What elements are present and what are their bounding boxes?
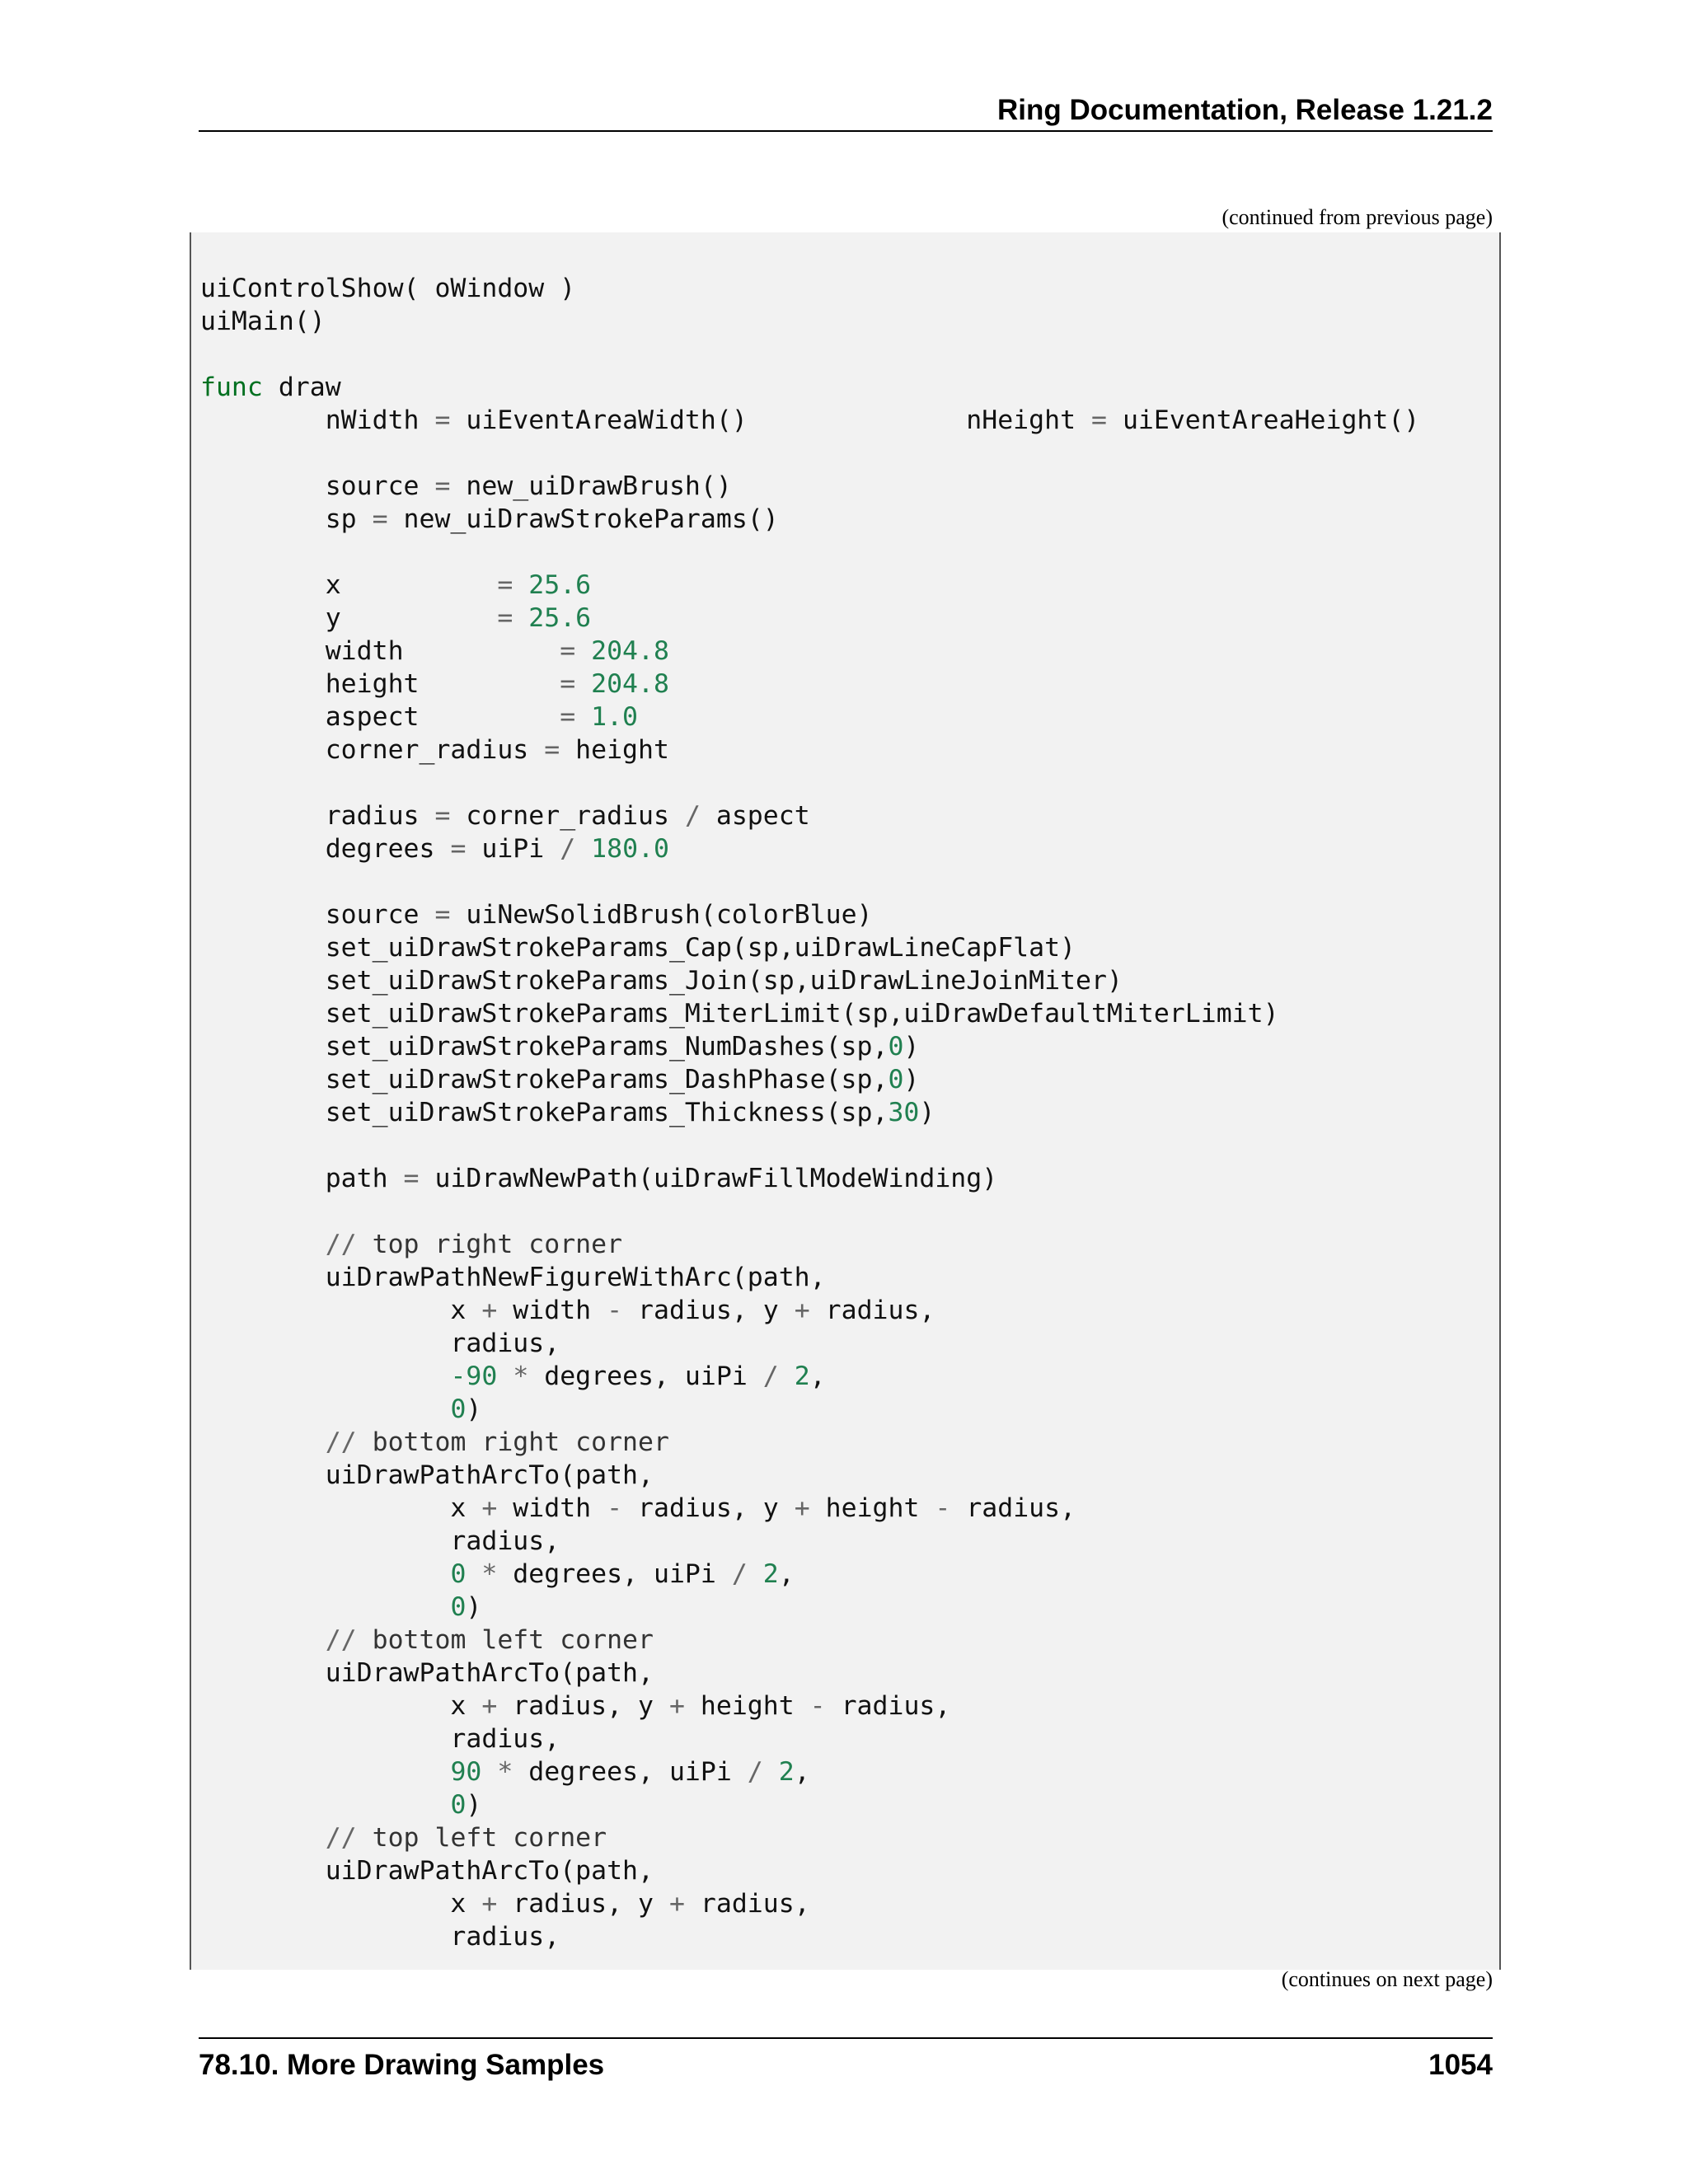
code-line bbox=[200, 1063, 1419, 1096]
code-number: 25.6 bbox=[528, 570, 592, 600]
code-line bbox=[200, 1294, 1419, 1327]
code-token: set_uiDrawStrokeParams_Join(sp,uiDrawLineJoinMiter) bbox=[200, 966, 1123, 996]
code-operator: + bbox=[668, 1691, 685, 1721]
code-line bbox=[200, 1854, 1419, 1887]
code-number: 2 bbox=[778, 1757, 795, 1787]
code-token: ) bbox=[466, 1592, 482, 1622]
code-operator: + bbox=[481, 1296, 498, 1325]
code-listing bbox=[200, 272, 1419, 1953]
code-token: nWidth bbox=[200, 405, 435, 435]
code-token bbox=[481, 1757, 497, 1787]
continues-on-caption: (continues on next page) bbox=[1281, 1967, 1493, 1991]
code-number: 0 bbox=[888, 1032, 904, 1062]
code-operator: = bbox=[372, 504, 388, 534]
code-line bbox=[200, 1591, 1419, 1624]
code-token bbox=[200, 1757, 450, 1787]
code-line bbox=[200, 1920, 1419, 1953]
code-number: 0 bbox=[450, 1592, 467, 1622]
code-token: radius, bbox=[200, 1526, 560, 1556]
code-line bbox=[200, 470, 1419, 503]
code-token: path bbox=[200, 1164, 404, 1193]
code-line bbox=[200, 733, 1419, 766]
code-line bbox=[200, 305, 1419, 338]
code-line bbox=[200, 1525, 1419, 1558]
code-token bbox=[779, 1361, 795, 1391]
code-operator: / bbox=[560, 834, 576, 864]
code-token: ) bbox=[919, 1098, 935, 1127]
code-token: width bbox=[497, 1493, 607, 1523]
code-line bbox=[200, 536, 1419, 569]
code-token: x bbox=[200, 1296, 482, 1325]
code-token: , bbox=[794, 1757, 810, 1787]
code-token: radius, y bbox=[622, 1493, 795, 1523]
code-token bbox=[497, 1361, 513, 1391]
code-token: uiEventAreaHeight() bbox=[1106, 405, 1420, 435]
code-token: radius, bbox=[950, 1493, 1076, 1523]
code-number: 0 bbox=[450, 1394, 467, 1424]
code-token: aspect bbox=[200, 702, 560, 732]
code-token: source bbox=[200, 900, 435, 930]
code-line bbox=[200, 1690, 1419, 1722]
code-token: height bbox=[809, 1493, 935, 1523]
code-operator: * bbox=[513, 1361, 529, 1391]
code-token: uiMain() bbox=[200, 307, 326, 336]
code-operator: = bbox=[1091, 405, 1107, 435]
code-operator: = bbox=[560, 669, 576, 699]
code-operator: + bbox=[481, 1493, 498, 1523]
code-token: ) bbox=[466, 1394, 482, 1424]
code-token: x bbox=[200, 1691, 482, 1721]
code-token: ) bbox=[903, 1032, 920, 1062]
code-token: set_uiDrawStrokeParams_Cap(sp,uiDrawLineCapFlat) bbox=[200, 933, 1076, 963]
code-number: 2 bbox=[762, 1559, 779, 1589]
code-number: 204.8 bbox=[591, 636, 669, 666]
code-token bbox=[513, 603, 528, 633]
code-line bbox=[200, 1459, 1419, 1492]
code-line bbox=[200, 1360, 1419, 1393]
code-token: x bbox=[200, 1889, 482, 1919]
code-token: source bbox=[200, 471, 435, 501]
code-token: set_uiDrawStrokeParams_Thickness(sp, bbox=[200, 1098, 889, 1127]
code-token: height bbox=[560, 735, 669, 765]
header-divider bbox=[199, 130, 1493, 132]
code-token: degrees, uiPi bbox=[513, 1757, 748, 1787]
code-line bbox=[200, 701, 1419, 733]
code-operator: - bbox=[935, 1493, 951, 1523]
code-line bbox=[200, 1821, 1419, 1854]
code-operator: - bbox=[607, 1296, 623, 1325]
code-token: radius, y bbox=[497, 1889, 669, 1919]
code-line bbox=[200, 1657, 1419, 1690]
code-token bbox=[748, 1559, 763, 1589]
code-token: radius, y bbox=[497, 1691, 669, 1721]
code-token: uiDrawPathArcTo(path, bbox=[200, 1856, 654, 1886]
code-operator: = bbox=[403, 1164, 420, 1193]
code-number: 180.0 bbox=[591, 834, 669, 864]
code-token: radius, bbox=[200, 1724, 560, 1754]
code-token: uiControlShow( oWindow ) bbox=[200, 274, 576, 303]
code-line bbox=[200, 1558, 1419, 1591]
code-token: uiPi bbox=[466, 834, 560, 864]
code-token bbox=[200, 1559, 450, 1589]
code-operator: + bbox=[794, 1493, 810, 1523]
code-line bbox=[200, 898, 1419, 931]
code-token bbox=[200, 1230, 326, 1259]
code-operator: / bbox=[747, 1757, 763, 1787]
code-token: corner_radius bbox=[200, 735, 545, 765]
code-line bbox=[200, 1393, 1419, 1426]
footer-divider bbox=[199, 2037, 1493, 2039]
code-line bbox=[200, 1492, 1419, 1525]
code-line bbox=[200, 272, 1419, 305]
footer-page-number: 1054 bbox=[1428, 2049, 1493, 2081]
code-operator: * bbox=[481, 1559, 498, 1589]
code-operator: + bbox=[794, 1296, 810, 1325]
code-token: x bbox=[200, 570, 498, 600]
code-token bbox=[200, 1625, 326, 1655]
code-block bbox=[190, 232, 1501, 1970]
code-token: uiDrawNewPath(uiDrawFillModeWinding) bbox=[419, 1164, 998, 1193]
code-line bbox=[200, 1887, 1419, 1920]
code-line bbox=[200, 1129, 1419, 1162]
code-keyword: func bbox=[200, 373, 263, 402]
code-line bbox=[200, 371, 1419, 404]
code-token bbox=[575, 636, 591, 666]
code-line bbox=[200, 931, 1419, 964]
code-token: aspect bbox=[700, 801, 810, 831]
code-operator: // bbox=[325, 1230, 357, 1259]
code-operator: * bbox=[497, 1757, 513, 1787]
code-number: 0 bbox=[450, 1559, 467, 1589]
code-number: 0 bbox=[450, 1790, 467, 1820]
code-token: radius, bbox=[684, 1889, 810, 1919]
code-number: 90 bbox=[450, 1757, 482, 1787]
code-operator: + bbox=[481, 1691, 498, 1721]
code-line bbox=[200, 964, 1419, 997]
page-header-title: Ring Documentation, Release 1.21.2 bbox=[996, 94, 1493, 126]
code-token: height bbox=[200, 669, 560, 699]
code-token: uiEventAreaWidth() nHeight bbox=[450, 405, 1092, 435]
code-token bbox=[200, 1790, 450, 1820]
footer-section-title: 78.10. More Drawing Samples bbox=[199, 2049, 605, 2081]
code-token bbox=[763, 1757, 779, 1787]
code-line bbox=[200, 503, 1419, 536]
code-token: draw bbox=[262, 373, 341, 402]
code-line bbox=[200, 1755, 1419, 1788]
code-token: width bbox=[200, 636, 560, 666]
code-token bbox=[200, 1394, 450, 1424]
code-operator: = bbox=[434, 900, 451, 930]
code-token: uiNewSolidBrush(colorBlue) bbox=[450, 900, 873, 930]
code-token: radius, y bbox=[622, 1296, 795, 1325]
code-operator: = bbox=[434, 801, 451, 831]
code-token: degrees bbox=[200, 834, 451, 864]
code-line bbox=[200, 437, 1419, 470]
code-token: , bbox=[778, 1559, 795, 1589]
code-line bbox=[200, 1228, 1419, 1261]
code-number: 25.6 bbox=[528, 603, 592, 633]
code-operator: / bbox=[684, 801, 701, 831]
code-operator: = bbox=[544, 735, 560, 765]
code-operator: = bbox=[560, 636, 576, 666]
code-operator: + bbox=[668, 1889, 685, 1919]
code-token: radius, bbox=[200, 1329, 560, 1358]
code-line bbox=[200, 832, 1419, 865]
code-operator: - bbox=[607, 1493, 623, 1523]
code-number: 2 bbox=[794, 1361, 810, 1391]
code-operator: + bbox=[481, 1889, 498, 1919]
code-token bbox=[575, 669, 591, 699]
code-operator: // bbox=[325, 1427, 357, 1457]
code-line bbox=[200, 1162, 1419, 1195]
code-token bbox=[513, 570, 528, 600]
code-token: radius, bbox=[825, 1691, 951, 1721]
code-number: 1.0 bbox=[591, 702, 639, 732]
code-number: 204.8 bbox=[591, 669, 669, 699]
code-line bbox=[200, 1261, 1419, 1294]
code-token: ) bbox=[466, 1790, 482, 1820]
code-token: radius bbox=[200, 801, 435, 831]
code-token: , bbox=[809, 1361, 826, 1391]
code-operator: = bbox=[497, 570, 513, 600]
code-line bbox=[200, 766, 1419, 799]
code-token: width bbox=[497, 1296, 607, 1325]
code-token: set_uiDrawStrokeParams_DashPhase(sp, bbox=[200, 1065, 889, 1094]
code-token: corner_radius bbox=[450, 801, 685, 831]
code-line bbox=[200, 404, 1419, 437]
code-token: x bbox=[200, 1493, 482, 1523]
code-token: uiDrawPathArcTo(path, bbox=[200, 1460, 654, 1490]
code-number: -90 bbox=[450, 1361, 498, 1391]
code-operator: = bbox=[560, 702, 576, 732]
code-token bbox=[575, 702, 591, 732]
code-token: y bbox=[200, 603, 498, 633]
code-comment: top right corner bbox=[356, 1230, 623, 1259]
code-token: set_uiDrawStrokeParams_NumDashes(sp, bbox=[200, 1032, 889, 1062]
code-token bbox=[200, 1361, 450, 1391]
code-operator: = bbox=[497, 603, 513, 633]
code-number: 0 bbox=[888, 1065, 904, 1094]
code-line bbox=[200, 1030, 1419, 1063]
code-operator: = bbox=[450, 834, 467, 864]
code-operator: / bbox=[762, 1361, 779, 1391]
code-token: radius, bbox=[200, 1922, 560, 1952]
code-comment: top left corner bbox=[356, 1823, 607, 1853]
code-token: height bbox=[684, 1691, 810, 1721]
code-line bbox=[200, 635, 1419, 668]
code-token: set_uiDrawStrokeParams_MiterLimit(sp,uiDrawDefaultMiterLimit) bbox=[200, 999, 1279, 1029]
code-line bbox=[200, 1195, 1419, 1228]
code-line bbox=[200, 799, 1419, 832]
code-token: degrees, uiPi bbox=[528, 1361, 763, 1391]
code-token: uiDrawPathNewFigureWithArc(path, bbox=[200, 1263, 826, 1292]
code-token: degrees, uiPi bbox=[497, 1559, 732, 1589]
code-line bbox=[200, 338, 1419, 371]
code-line bbox=[200, 1096, 1419, 1129]
code-operator: - bbox=[809, 1691, 826, 1721]
code-token bbox=[466, 1559, 481, 1589]
code-token: radius, bbox=[809, 1296, 935, 1325]
code-operator: / bbox=[731, 1559, 748, 1589]
code-line bbox=[200, 668, 1419, 701]
code-comment: bottom left corner bbox=[356, 1625, 654, 1655]
code-line bbox=[200, 1722, 1419, 1755]
code-line bbox=[200, 1426, 1419, 1459]
continued-from-caption: (continued from previous page) bbox=[1221, 205, 1493, 229]
code-line bbox=[200, 1788, 1419, 1821]
code-line bbox=[200, 997, 1419, 1030]
code-line bbox=[200, 602, 1419, 635]
code-operator: // bbox=[325, 1625, 357, 1655]
code-token bbox=[200, 1823, 326, 1853]
code-number: 30 bbox=[888, 1098, 920, 1127]
code-comment: bottom right corner bbox=[356, 1427, 669, 1457]
code-token: ) bbox=[903, 1065, 920, 1094]
code-token bbox=[200, 1592, 450, 1622]
code-token: new_uiDrawBrush() bbox=[450, 471, 732, 501]
code-operator: // bbox=[325, 1823, 357, 1853]
code-operator: = bbox=[434, 405, 451, 435]
code-line bbox=[200, 1624, 1419, 1657]
code-token bbox=[575, 834, 591, 864]
code-token: sp bbox=[200, 504, 373, 534]
code-token bbox=[200, 1427, 326, 1457]
code-token: new_uiDrawStrokeParams() bbox=[387, 504, 779, 534]
code-line bbox=[200, 569, 1419, 602]
code-line bbox=[200, 1327, 1419, 1360]
code-token: uiDrawPathArcTo(path, bbox=[200, 1658, 654, 1688]
code-operator: = bbox=[434, 471, 451, 501]
code-line bbox=[200, 865, 1419, 898]
